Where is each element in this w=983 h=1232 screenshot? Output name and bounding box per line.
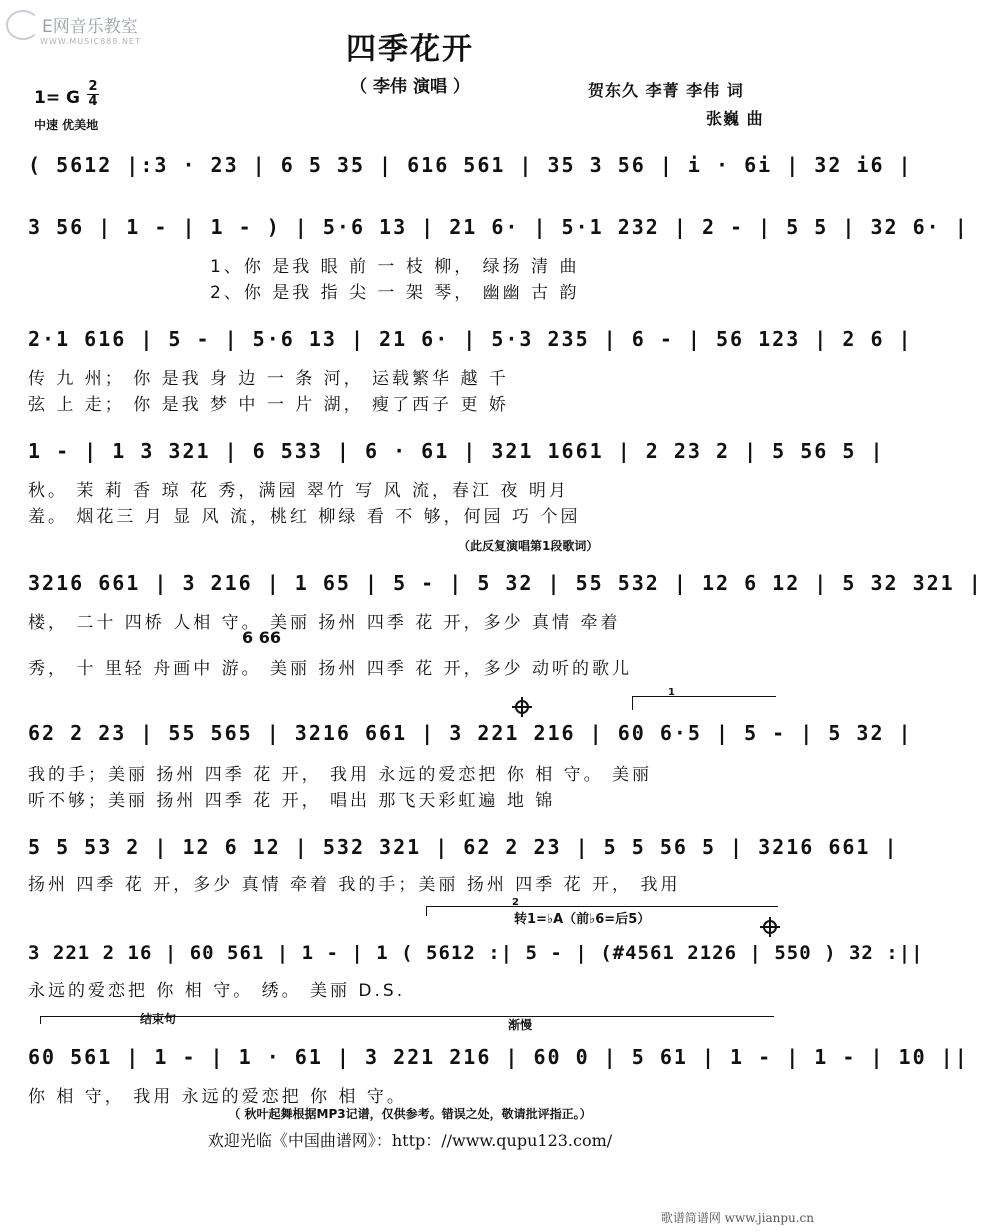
watermark-url: WWW.MUSIC888.NET — [40, 37, 141, 46]
song-title: 四季花开 — [346, 32, 474, 67]
notation-line: 1 - | 1 3 321 | 6 533 | 6 · 61 | 321 1661 | 2 23 2 | 5 56 5 | — [28, 439, 885, 463]
lyrics-verse-1: 1、你 是我 眼 前 一 枝 柳， 绿扬 清 曲 — [210, 257, 580, 277]
volta-2-bracket — [426, 906, 778, 907]
singer-credit: （ 李伟 演唱 ） — [350, 77, 470, 97]
volta-1-bracket — [632, 696, 776, 697]
volta-2-bracket-edge — [426, 906, 427, 916]
volta-1-label: 1 — [668, 687, 675, 698]
welcome-line: 欢迎光临《中国曲谱网》：http：//www.qupu123.com/ — [207, 1131, 613, 1150]
lyrics-verse-2: 秀， 十 里轻 舟画中 游。 美丽 扬州 四季 花 开，多少 动听的歌儿 — [28, 659, 633, 679]
corner-watermark: 歌谱简谱网 www.jianpu.cn — [660, 1211, 814, 1225]
meter-top: 2 — [88, 79, 98, 94]
lyrics-verse-1: 楼， 二十 四桥 人相 守。 美丽 扬州 四季 花 开，多少 真情 牵着 — [28, 613, 621, 633]
notation-line: 5 5 53 2 | 12 6 12 | 532 321 | 62 2 23 | 5 5 56 5 | 3216 661 | — [28, 835, 899, 859]
notation-line: 3 56 | 1 - | 1 - ) | 5·6 13 | 21 6· | 5·1 232 | 2 - | 5 5 | 32 6· | — [28, 215, 969, 239]
tempo-marking: 中速 优美地 — [34, 118, 99, 132]
lyricist-credit: 贺东久 李菁 李伟 词 — [588, 81, 744, 100]
composer-credit: 张巍 曲 — [706, 109, 764, 128]
watermark-site-name: E网音乐教室 — [42, 17, 138, 37]
lyrics-verse-2: 羞。 烟花三 月 显 风 流，桃红 柳绿 看 不 够，何园 巧 个园 — [28, 507, 581, 527]
volta-1-bracket-edge — [632, 696, 633, 710]
coda-sign-icon — [763, 920, 777, 934]
key-change-note: 转1=♭A（前♭6=后5） — [514, 912, 651, 927]
notation-line: ( 5612 |:3 · 23 | 6 5 35 | 616 561 | 35 3 56 | i · 6i | 32 i6 | — [28, 153, 913, 177]
lyrics-line: 永远的爱恋把 你 相 守。 绣。 美丽 D.S. — [28, 981, 406, 1001]
lyrics-verse-2: 弦 上 走； 你 是我 梦 中 一 片 湖， 瘦了西子 更 娇 — [28, 395, 509, 415]
lyrics-verse-1: 传 九 州； 你 是我 身 边 一 条 河， 运载繁华 越 千 — [28, 369, 509, 389]
meter-bottom: 4 — [88, 94, 98, 109]
volta-2-label: 2 — [512, 897, 519, 908]
variant-notes: 6 66 — [242, 628, 281, 647]
coda-sign-icon — [515, 700, 529, 714]
lyrics-verse-2: 听不够；美丽 扬州 四季 花 开， 唱出 那飞天彩虹遍 地 锦 — [28, 791, 556, 811]
lyrics-line: 扬州 四季 花 开，多少 真情 牵着 我的手；美丽 扬州 四季 花 开， 我用 — [28, 875, 681, 895]
time-signature — [87, 80, 99, 109]
lyrics-verse-2: 2、你 是我 指 尖 一 架 琴， 幽幽 古 韵 — [210, 283, 580, 303]
ending-label: 结束句 — [140, 1012, 177, 1026]
transcription-note: （ 秋叶起舞根据MP3记谱，仅供参考。错误之处，敬请批评指正。） — [228, 1107, 592, 1121]
notation-line: 62 2 23 | 55 565 | 3216 661 | 3 221 216 | 60 6·5 | 5 - | 5 32 | — [28, 721, 913, 745]
ending-bracket-edge — [40, 1016, 41, 1024]
notation-line: 2·1 616 | 5 - | 5·6 13 | 21 6· | 5·3 235 | 6 - | 56 123 | 2 6 | — [28, 327, 913, 351]
ritardando-marking: 渐慢 — [508, 1018, 533, 1032]
key-signature: 1= G — [34, 88, 80, 108]
lyrics-verse-1: 我的手；美丽 扬州 四季 花 开， 我用 永远的爱恋把 你 相 守。 美丽 — [28, 765, 653, 785]
notation-line: 3216 661 | 3 216 | 1 65 | 5 - | 5 32 | 55 532 | 12 6 12 | 5 32 321 | — [28, 571, 983, 595]
notation-line: 3 221 2 16 | 60 561 | 1 - | 1 ( 5612 :| 5 - | (#4561 2126 | 550 ) 32 :|| — [28, 942, 924, 964]
lyrics-verse-1: 秋。 茉 莉 香 琼 花 秀，满园 翠竹 写 风 流，春江 夜 明月 — [28, 481, 569, 501]
lyrics-line: 你 相 守， 我用 永远的爱恋把 你 相 守。 — [28, 1087, 407, 1107]
notation-line: 60 561 | 1 - | 1 · 61 | 3 221 216 | 60 0 | 5 61 | 1 - | 1 - | 10 || — [28, 1045, 969, 1069]
repeat-instruction: （此反复演唱第1段歌词） — [458, 539, 599, 553]
